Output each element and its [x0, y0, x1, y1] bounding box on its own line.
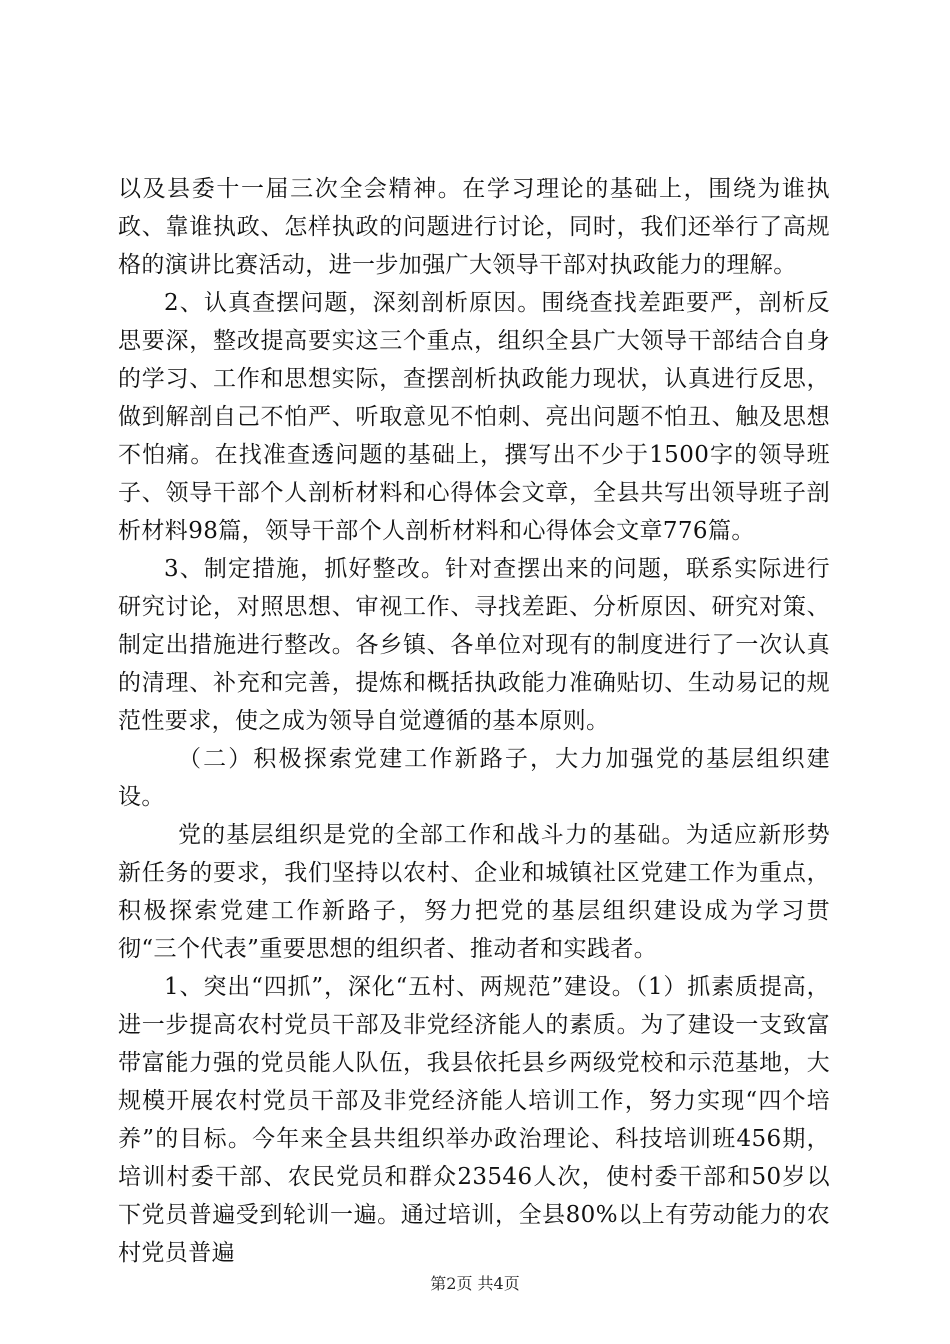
page-number-footer: 第2页 共4页 — [430, 1274, 520, 1293]
paragraph-item-1: 1、突出“四抓”，深化“五村、两规范”建设。（1）抓素质提高，进一步提高农村党员干部及非党经济能人的素质。为了建设一支致富带富能力强的党员能人队伍，我县依托县乡两级党校和示范基地，大规模开展农村党员干部及非党经济能人培训工作，努力实现“四个培养”的目标。今年来全县共组织举办政治理论、科技培训班456期，培训村委干部、农民党员和群众23546人次，使村委干部和50岁以下党员普遍受到轮训一遍。通过培训，全县80%以上有劳动能力的农村党员普遍 — [118, 974, 830, 1266]
paragraph-intro: 党的基层组织是党的全部工作和战斗力的基础。为适应新形势新任务的要求，我们坚持以农村、企业和城镇社区党建工作为重点，积极探索党建工作新路子，努力把党的基层组织建设成为学习贯彻“三个代表”重要思想的组织者、推动者和实践者。 — [118, 822, 830, 962]
paragraph-item-2: 2、认真查摆问题，深刻剖析原因。围绕查找差距要严，剖析反思要深，整改提高要实这三个重点，组织全县广大领导干部结合自身的学习、工作和思想实际，查摆剖析执政能力现状，认真进行反思，做到解剖自己不怕严、听取意见不怕刺、亮出问题不怕丑、触及思想不怕痛。在找准查透问题的基础上，撰写出不少于1500字的领导班子、领导干部个人剖析材料和心得体会文章，全县共写出领导班子剖析材料98篇，领导干部个人剖析材料和心得体会文章776篇。 — [118, 290, 830, 544]
paragraph-continuation: 以及县委十一届三次全会精神。在学习理论的基础上，围绕为谁执政、靠谁执政、怎样执政的问题进行讨论，同时，我们还举行了高规格的演讲比赛活动，进一步加强广大领导干部对执政能力的理解。 — [118, 176, 830, 278]
paragraph-item-3: 3、制定措施，抓好整改。针对查摆出来的问题，联系实际进行研究讨论，对照思想、审视工作、寻找差距、分析原因、研究对策、制定出措施进行整改。各乡镇、各单位对现有的制度进行了一次认真的清理、补充和完善，提炼和概括执政能力准确贴切、生动易记的规范性要求，使之成为领导自觉遵循的基本原则。 — [118, 556, 830, 734]
section-heading: （二）积极探索党建工作新路子，大力加强党的基层组织建设。 — [118, 746, 830, 810]
document-body — [118, 170, 830, 1272]
